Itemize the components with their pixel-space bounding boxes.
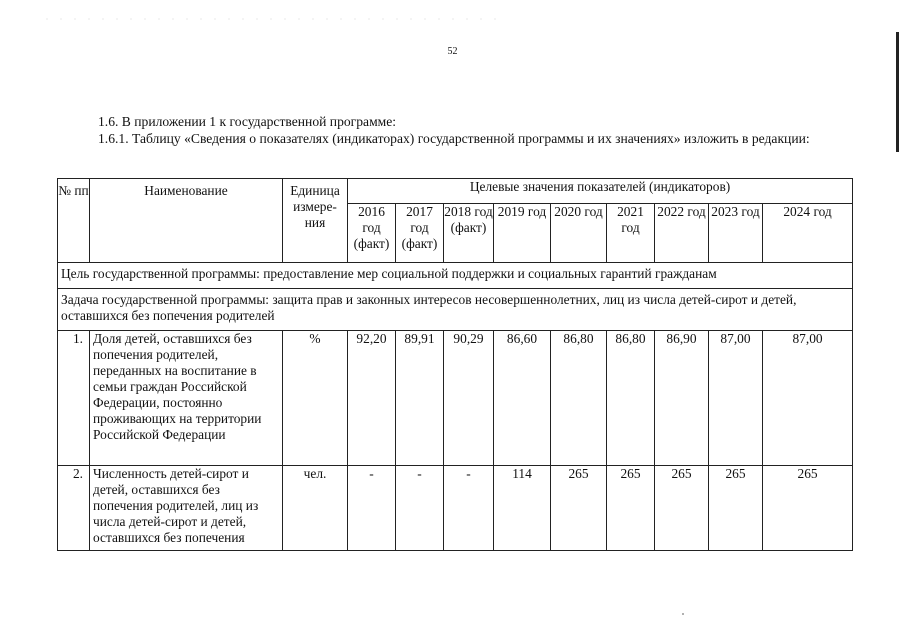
paragraph-1-6-1: 1.6.1. Таблицу «Сведения о показателях (индикаторах) государственной программы и их значениях» изложить в редакции: (98, 131, 810, 146)
header-target-values: Целевые значения показателей (индикаторов) (348, 179, 853, 204)
indicator-value: 89,91 (396, 331, 444, 466)
row-number: 2. (58, 466, 90, 551)
indicator-value: - (348, 466, 396, 551)
header-year: 2021 год (607, 204, 655, 263)
indicators-table (57, 178, 853, 551)
header-num: № пп (58, 179, 90, 263)
indicator-unit: % (283, 331, 348, 466)
indicator-value: 86,80 (607, 331, 655, 466)
indicator-value: 265 (607, 466, 655, 551)
program-goal: Цель государственной программы: предоставление мер социальной поддержки и социальных гарантий гражданам (58, 263, 853, 289)
header-unit: Единица измере-ния (283, 179, 348, 263)
header-year: 2018 год (факт) (444, 204, 494, 263)
indicator-name: Численность детей-сирот и детей, оставшихся без попечения родителей, лиц из числа детей-сирот и детей, оставшихся без попечения (90, 466, 283, 551)
indicator-value: 86,60 (494, 331, 551, 466)
header-year: 2023 год (709, 204, 763, 263)
indicator-value: 265 (551, 466, 607, 551)
indicator-name: Доля детей, оставшихся без попечения родителей, переданных на воспитание в семьи граждан Российской Федерации, постоянно проживающих на территории Российской Федерации (90, 331, 283, 466)
indicator-value: 90,29 (444, 331, 494, 466)
header-year: 2019 год (494, 204, 551, 263)
indicator-value: - (396, 466, 444, 551)
indicator-value: 87,00 (709, 331, 763, 466)
header-year: 2016 год (факт) (348, 204, 396, 263)
header-name: Наименование (90, 179, 283, 263)
header-year: 2020 год (551, 204, 607, 263)
row-number: 1. (58, 331, 90, 466)
indicator-value: 265 (763, 466, 853, 551)
indicator-value: - (444, 466, 494, 551)
program-task: Задача государственной программы: защита прав и законных интересов несовершеннолетних, лиц из числа детей-сирот и детей, оставшихся без попечения родителей (58, 289, 853, 331)
scan-artifact-dots (40, 18, 500, 20)
header-year: 2017 год (факт) (396, 204, 444, 263)
indicator-value: 86,90 (655, 331, 709, 466)
indicator-value: 265 (709, 466, 763, 551)
scan-artifact-dot (682, 613, 684, 615)
page-number: 52 (447, 46, 458, 57)
table-row (58, 466, 853, 551)
indicator-value: 87,00 (763, 331, 853, 466)
header-year: 2022 год (655, 204, 709, 263)
indicator-value: 86,80 (551, 331, 607, 466)
header-year: 2024 год (763, 204, 853, 263)
table-row (58, 331, 853, 466)
indicator-value: 92,20 (348, 331, 396, 466)
paragraph-1-6: 1.6. В приложении 1 к государственной программе: (98, 114, 397, 129)
indicator-unit: чел. (283, 466, 348, 551)
indicator-value: 265 (655, 466, 709, 551)
indicator-value: 114 (494, 466, 551, 551)
